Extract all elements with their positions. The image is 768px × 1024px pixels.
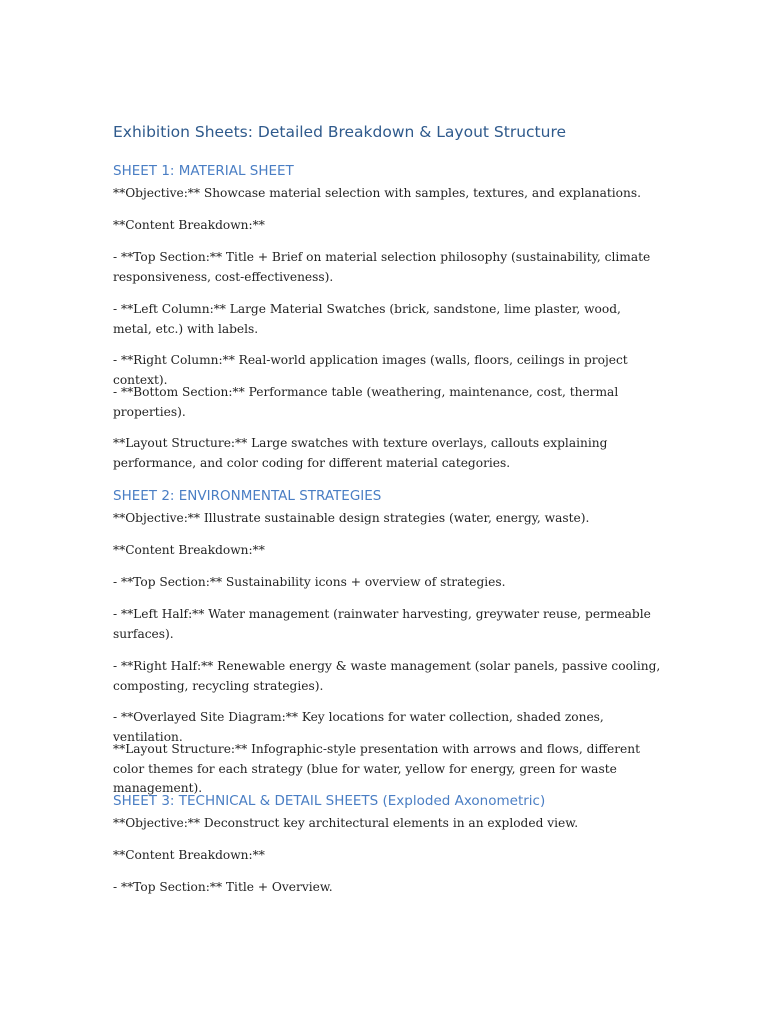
document-title: Exhibition Sheets: Detailed Breakdown & Layout Structure <box>113 123 567 141</box>
sheet-2-top-section: - **Top Section:** Sustainability icons + overview of strategies. <box>113 575 506 589</box>
sheet-1-content-breakdown: **Content Breakdown:** <box>113 218 265 232</box>
sheet-3-objective: **Objective:** Deconstruct key architectural elements in an exploded view. <box>113 816 579 830</box>
sheet-1-layout-structure: **Layout Structure:** Large swatches with texture overlays, callouts explaining performance, and color coding for different material categories. <box>113 436 608 470</box>
sheet-2-site-diagram: - **Overlayed Site Diagram:** Key locations for water collection, shaded zones, ventilation. <box>113 710 604 744</box>
sheet-2-right-half: - **Right Half:** Renewable energy & waste management (solar panels, passive cooling, composting, recycling strategies). <box>113 659 661 693</box>
sheet-3-heading: SHEET 3: TECHNICAL & DETAIL SHEETS (Exploded Axonometric) <box>113 793 546 809</box>
sheet-2-heading: SHEET 2: ENVIRONMENTAL STRATEGIES <box>113 488 382 504</box>
sheet-1-top-section: - **Top Section:** Title + Brief on material selection philosophy (sustainability, climate responsiveness, cost-effectiveness). <box>113 250 651 284</box>
sheet-2-content-breakdown: **Content Breakdown:** <box>113 543 265 557</box>
sheet-3-content-breakdown: **Content Breakdown:** <box>113 848 265 862</box>
sheet-2-objective: **Objective:** Illustrate sustainable design strategies (water, energy, waste). <box>113 511 590 525</box>
sheet-1-left-column: - **Left Column:** Large Material Swatches (brick, sandstone, lime plaster, wood, metal, etc.) with labels. <box>113 302 621 336</box>
sheet-1-heading: SHEET 1: MATERIAL SHEET <box>113 163 294 179</box>
sheet-1-bottom-section: - **Bottom Section:** Performance table (weathering, maintenance, cost, thermal properties). <box>113 385 619 419</box>
sheet-2-left-half: - **Left Half:** Water management (rainwater harvesting, greywater reuse, permeable surfaces). <box>113 607 651 641</box>
sheet-1-right-column: - **Right Column:** Real-world application images (walls, floors, ceilings in project context). <box>113 353 628 387</box>
sheet-2-layout-structure: **Layout Structure:** Infographic-style presentation with arrows and flows, different color themes for each strategy (blue for water, yellow for energy, green for waste management). <box>113 742 641 796</box>
sheet-1-objective: **Objective:** Showcase material selection with samples, textures, and explanations. <box>113 186 641 200</box>
sheet-3-top-section: - **Top Section:** Title + Overview. <box>113 880 333 894</box>
